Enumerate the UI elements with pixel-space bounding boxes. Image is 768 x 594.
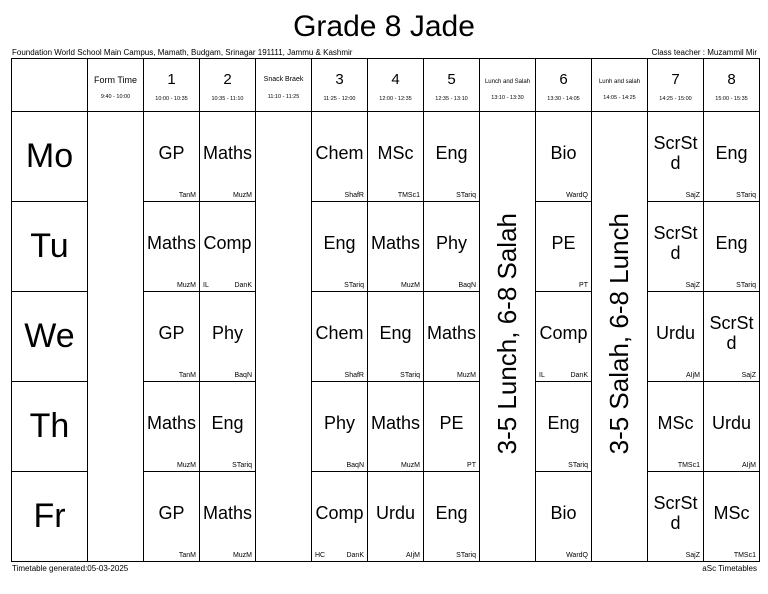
subject: Phy: [435, 232, 468, 253]
period-time: 12:00 - 12:35: [379, 95, 412, 102]
teacher: SajZ: [685, 282, 700, 289]
teacher: SajZ: [685, 552, 700, 559]
lesson-cell[interactable]: [144, 472, 200, 562]
teacher: TMSc1: [733, 552, 756, 559]
room: IL: [203, 282, 209, 289]
period-time: 13:10 - 13:30: [491, 95, 524, 101]
teacher: BaqN: [458, 282, 476, 289]
teacher: ShafR: [344, 192, 364, 199]
subject: Urdu: [655, 322, 695, 343]
lesson-cell[interactable]: [704, 382, 760, 472]
teacher: AIjM: [406, 552, 420, 559]
subject: GP: [158, 502, 185, 523]
lesson-cell[interactable]: [424, 202, 480, 292]
lesson-cell[interactable]: [648, 472, 704, 562]
subject: ScrStd: [653, 492, 698, 533]
lesson-cell[interactable]: [312, 202, 368, 292]
lesson-cell[interactable]: [424, 112, 480, 202]
teacher: MuzM: [400, 282, 420, 289]
period-time: 13:30 - 14:05: [547, 95, 580, 102]
period-name: Lunh and salah: [598, 79, 641, 85]
teacher: AIjM: [742, 462, 756, 469]
period-time: 10:35 - 11:10: [211, 95, 244, 102]
period-time: 12:35 - 13:10: [435, 95, 468, 102]
day-label: We: [12, 292, 88, 382]
lesson-cell[interactable]: [424, 292, 480, 382]
period-number: 6: [559, 70, 568, 88]
teacher: ShafR: [344, 372, 364, 379]
lesson-cell[interactable]: [368, 292, 424, 382]
lesson-cell[interactable]: [536, 112, 592, 202]
room: HC: [315, 552, 326, 559]
lunch-salah-cell-2: [592, 112, 648, 562]
lesson-cell[interactable]: [144, 112, 200, 202]
day-label: Fr: [12, 472, 88, 562]
lesson-cell[interactable]: [424, 382, 480, 472]
subject: MSc: [713, 502, 750, 523]
day-label: Mo: [12, 112, 88, 202]
teacher: STariq: [456, 192, 476, 199]
period-time: 14:05 - 14:25: [603, 95, 636, 101]
teacher: TMSc1: [677, 462, 700, 469]
period-time: 14:25 - 15:00: [659, 95, 692, 102]
period-name: Form Time: [93, 75, 137, 85]
period-header-3: [312, 59, 368, 112]
lesson-cell[interactable]: [368, 382, 424, 472]
period-header-2: [200, 59, 256, 112]
period-time: 15:00 - 15:35: [715, 95, 748, 102]
period-header-6: [536, 59, 592, 112]
period-number: 5: [447, 70, 456, 88]
teacher: MuzM: [232, 552, 252, 559]
lesson-cell[interactable]: [200, 202, 256, 292]
teacher: BaqN: [346, 462, 364, 469]
subject: Eng: [547, 412, 580, 433]
period-number: 4: [391, 70, 400, 88]
lesson-cell[interactable]: [144, 382, 200, 472]
subject: MSc: [657, 412, 694, 433]
teacher: TanM: [178, 552, 196, 559]
day-label: Tu: [12, 202, 88, 292]
subject: MSc: [377, 142, 414, 163]
subject: Bio: [550, 502, 577, 523]
subject: Comp: [203, 232, 252, 253]
teacher: DanK: [346, 552, 364, 559]
subject: Maths: [146, 232, 197, 253]
subject: Comp: [539, 322, 588, 343]
lesson-cell[interactable]: [312, 112, 368, 202]
teacher: PT: [579, 282, 588, 289]
period-number: 1: [167, 70, 176, 88]
teacher: MuzM: [232, 192, 252, 199]
teacher: MuzM: [400, 462, 420, 469]
period-number: 3: [335, 70, 344, 88]
period-number: 2: [223, 70, 232, 88]
subject: Phy: [323, 412, 356, 433]
lesson-cell[interactable]: [536, 382, 592, 472]
day-label: Th: [12, 382, 88, 472]
subject: PE: [551, 232, 576, 253]
period-header-snack: [256, 59, 312, 112]
period-header-lunch2: [592, 59, 648, 112]
teacher: AIjM: [686, 372, 700, 379]
subject: ScrStd: [709, 312, 754, 353]
lesson-cell[interactable]: [200, 472, 256, 562]
teacher: STariq: [568, 462, 588, 469]
lunch-salah-cell-1: [480, 112, 536, 562]
teacher: STariq: [400, 372, 420, 379]
lesson-cell[interactable]: [536, 472, 592, 562]
subject: Eng: [211, 412, 244, 433]
teacher: WardQ: [566, 552, 588, 559]
lunch-salah-text: 3-5 Salah, 6-8 Lunch: [604, 213, 634, 455]
subject: PE: [439, 412, 464, 433]
teacher: TanM: [178, 192, 196, 199]
period-name: Snack Braek: [263, 76, 304, 83]
subject: Maths: [426, 322, 477, 343]
page-title: Grade 8 Jade: [293, 10, 475, 43]
lesson-cell[interactable]: [312, 292, 368, 382]
subject: Maths: [202, 502, 253, 523]
lesson-cell[interactable]: [200, 112, 256, 202]
lesson-cell[interactable]: [368, 112, 424, 202]
lesson-cell[interactable]: [648, 202, 704, 292]
header-row: [12, 59, 760, 112]
subject: Urdu: [375, 502, 415, 523]
subject: Chem: [315, 142, 364, 163]
period-header-4: [368, 59, 424, 112]
subject: Eng: [379, 322, 412, 343]
period-time: 11:25 - 12:00: [323, 95, 356, 102]
teacher: MuzM: [176, 462, 196, 469]
lesson-cell[interactable]: [424, 472, 480, 562]
teacher: STariq: [736, 192, 756, 199]
school-name: Foundation World School Main Campus, Mamath, Budgam, Srinagar 191111, Jammu & Kashmir: [12, 48, 353, 57]
period-header-form: [88, 59, 144, 112]
lesson-cell[interactable]: [648, 382, 704, 472]
period-number: 8: [727, 70, 736, 88]
teacher: STariq: [456, 552, 476, 559]
lesson-cell[interactable]: [368, 472, 424, 562]
lesson-cell[interactable]: [200, 292, 256, 382]
subject: Maths: [202, 142, 253, 163]
lesson-cell[interactable]: [312, 382, 368, 472]
subject: Phy: [211, 322, 244, 343]
subject: Bio: [550, 142, 577, 163]
subject: Comp: [315, 502, 364, 523]
room: IL: [539, 372, 545, 379]
teacher: DanK: [234, 282, 252, 289]
teacher: TMSc1: [397, 192, 420, 199]
lesson-cell[interactable]: [704, 472, 760, 562]
lesson-cell[interactable]: [368, 202, 424, 292]
teacher: STariq: [736, 282, 756, 289]
teacher: PT: [467, 462, 476, 469]
teacher: BaqN: [234, 372, 252, 379]
teacher: MuzM: [456, 372, 476, 379]
subject: ScrStd: [653, 132, 698, 173]
subject: Maths: [146, 412, 197, 433]
lesson-cell[interactable]: [704, 202, 760, 292]
lesson-cell[interactable]: [648, 112, 704, 202]
lesson-cell[interactable]: [536, 202, 592, 292]
subject: GP: [158, 142, 185, 163]
lesson-cell[interactable]: [144, 202, 200, 292]
period-name: Lunch and Salah: [484, 79, 531, 85]
period-header-8: [704, 59, 760, 112]
period-header-lunch1: [480, 59, 536, 112]
lesson-cell[interactable]: [144, 292, 200, 382]
lunch-salah-text: 3-5 Lunch, 6-8 Salah: [492, 213, 522, 455]
period-time: 10:00 - 10:35: [155, 95, 188, 102]
teacher: TanM: [178, 372, 196, 379]
period-time: 9:40 - 10:00: [100, 94, 131, 100]
period-number: 7: [671, 70, 680, 88]
teacher: WardQ: [566, 192, 588, 199]
lesson-cell[interactable]: [704, 112, 760, 202]
teacher: DanK: [570, 372, 588, 379]
app-credit: aSc Timetables: [702, 564, 757, 573]
timetable-grid: [11, 58, 760, 562]
period-time: 11:10 - 11:25: [267, 94, 300, 100]
subject: Chem: [315, 322, 364, 343]
teacher: MuzM: [176, 282, 196, 289]
subject: Urdu: [711, 412, 751, 433]
period-header-5: [424, 59, 480, 112]
day-row-mo: [12, 112, 760, 202]
teacher: SajZ: [685, 192, 700, 199]
teacher: STariq: [344, 282, 364, 289]
subject: Maths: [370, 412, 421, 433]
lesson-cell[interactable]: [704, 292, 760, 382]
corner-cell: [12, 59, 88, 112]
teacher: SajZ: [741, 372, 756, 379]
subject: Eng: [323, 232, 356, 253]
lesson-cell[interactable]: [200, 382, 256, 472]
period-header-1: [144, 59, 200, 112]
subject: ScrStd: [653, 222, 698, 263]
lesson-cell[interactable]: [536, 292, 592, 382]
class-teacher: Class teacher : Muzammil Mir: [651, 48, 757, 57]
subject: Eng: [435, 142, 468, 163]
period-header-7: [648, 59, 704, 112]
lesson-cell[interactable]: [312, 472, 368, 562]
subject: Eng: [715, 142, 748, 163]
subject: Eng: [435, 502, 468, 523]
generated-date: Timetable generated:05-03-2025: [12, 564, 129, 573]
form-time-cell: [88, 112, 144, 562]
subject: Maths: [370, 232, 421, 253]
subject: GP: [158, 322, 185, 343]
snack-break-cell: [256, 112, 312, 562]
lesson-cell[interactable]: [648, 292, 704, 382]
subject: Eng: [715, 232, 748, 253]
teacher: STariq: [232, 462, 252, 469]
